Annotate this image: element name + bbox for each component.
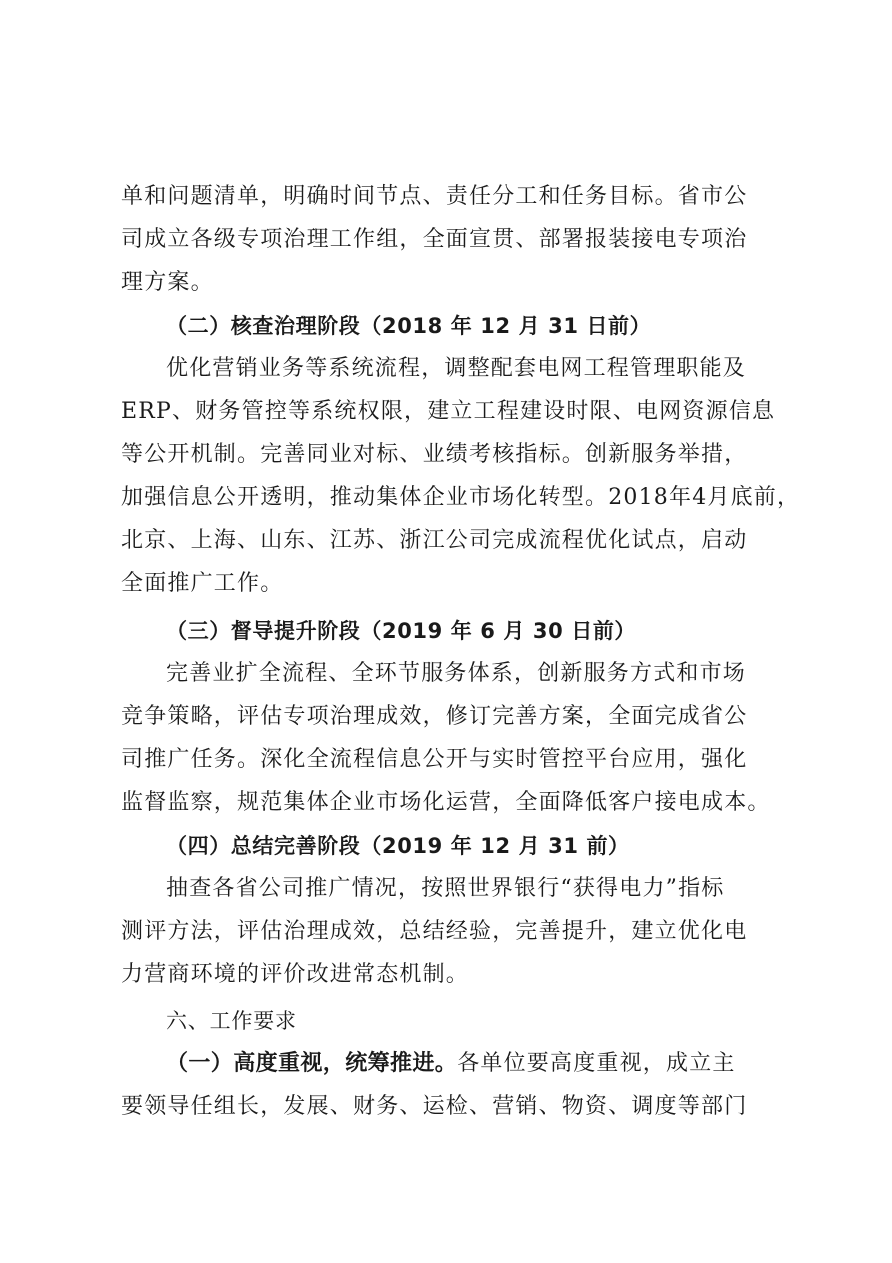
paragraph-line: 要领导任组长，发展、财务、运检、营销、物资、调度等部门 <box>121 1094 748 1119</box>
paragraph-line: 抽查各省公司推广情况，按照世界银行“获得电力”指标 <box>166 876 725 901</box>
paragraph-line: 单和问题清单，明确时间节点、责任分工和任务目标。省市公 <box>121 184 748 209</box>
paragraph-line: 全面推广工作。 <box>121 571 284 596</box>
paragraph-line: 优化营销业务等系统流程，调整配套电网工程管理职能及 <box>166 356 747 381</box>
paragraph-line <box>166 1044 781 1084</box>
paragraph-line: 加强信息公开透明，推动集体企业市场化转型。2018年4月底前， <box>121 485 801 510</box>
paragraph-line: 力营商环境的评价改进常态机制。 <box>121 962 470 987</box>
paragraph-line: 北京、上海、山东、江苏、浙江公司完成流程优化试点，启动 <box>121 528 748 553</box>
requirement-text: 各单位要高度重视，成立主 <box>457 1051 736 1076</box>
requirement-heading-1: （一）高度重视，统筹推进。 <box>166 1051 458 1076</box>
paragraph-line: 等公开机制。完善同业对标、业绩考核指标。创新服务举措， <box>121 442 748 467</box>
phase-heading-3: （三）督导提升阶段（2019 年 6 月 30 日前） <box>166 619 637 643</box>
phase-heading-2: （二）核查治理阶段（2018 年 12 月 31 日前） <box>166 314 652 338</box>
paragraph-line: 理方案。 <box>121 270 214 295</box>
paragraph-line: 司成立各级专项治理工作组，全面宣贯、部署报装接电专项治 <box>121 227 748 252</box>
paragraph-line: 监督监察，规范集体企业市场化运营，全面降低客户接电成本。 <box>121 790 771 815</box>
paragraph-line: ERP、财务管控等系统权限，建立工程建设时限、电网资源信息 <box>121 399 776 424</box>
paragraph-line: 完善业扩全流程、全环节服务体系，创新服务方式和市场 <box>166 661 747 686</box>
section-heading-6: 六、工作要求 <box>166 1009 297 1033</box>
paragraph-line: 司推广任务。深化全流程信息公开与实时管控平台应用，强化 <box>121 747 748 772</box>
paragraph-line: 竞争策略，评估专项治理成效，修订完善方案，全面完成省公 <box>121 704 748 729</box>
phase-heading-4: （四）总结完善阶段（2019 年 12 月 31 前） <box>166 834 630 858</box>
paragraph-line: 测评方法，评估治理成效，总结经验，完善提升，建立优化电 <box>121 919 748 944</box>
